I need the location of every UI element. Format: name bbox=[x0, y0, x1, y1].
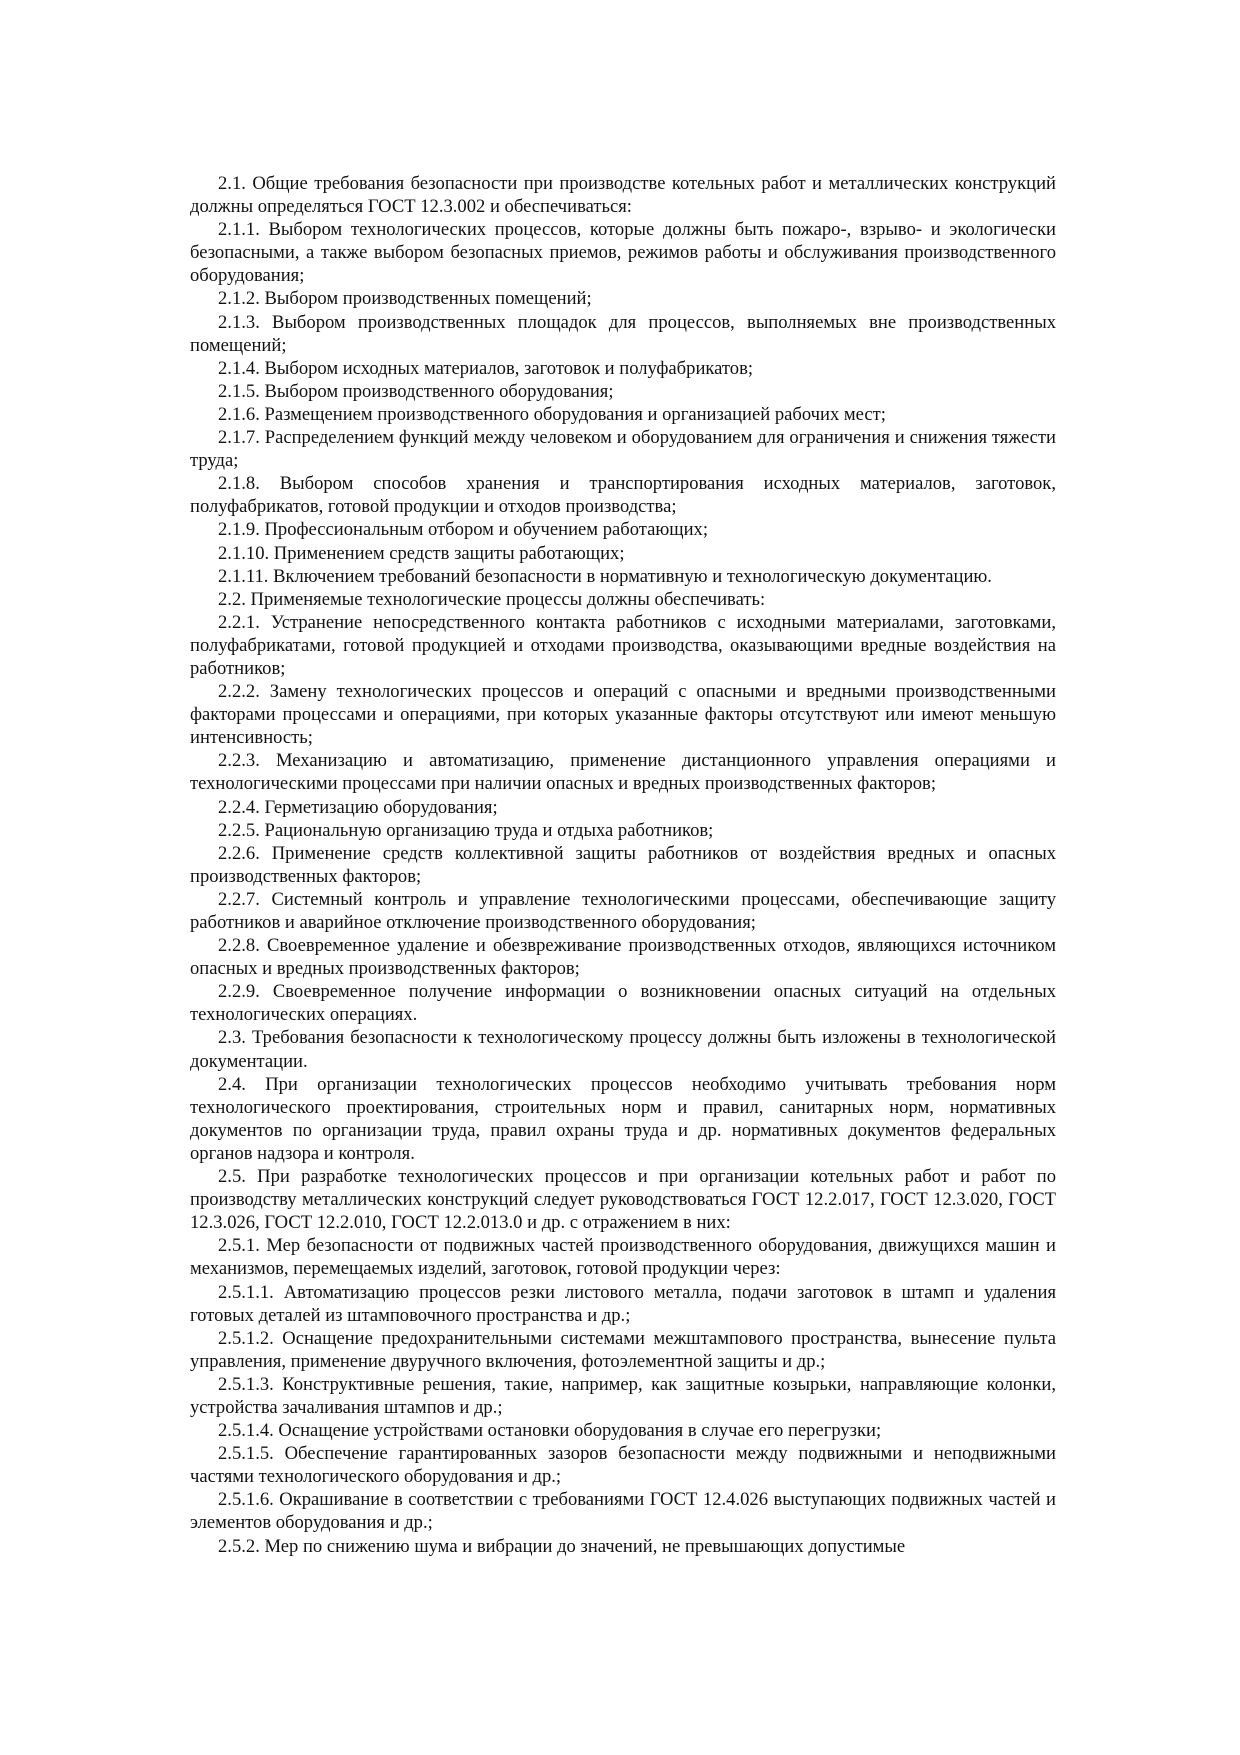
paragraph: 2.2.2. Замену технологических процессов и операций с опасными и вредными производственными факторами процессами и операциями, при которых указанные факторы отсутствуют или имеют меньшую интенсивность; bbox=[190, 681, 1056, 749]
paragraph: 2.5.1. Мер безопасности от подвижных частей производственного оборудования, движущихся машин и механизмов, перемещаемых изделий, заготовок, готовой продукции через: bbox=[190, 1235, 1056, 1280]
paragraph: 2.1.6. Размещением производственного оборудования и организацией рабочих мест; bbox=[218, 403, 886, 425]
paragraph: 2.5. При разработке технологических процессов и при организации котельных работ и работ по производству металлических конструкций следует руководствоваться ГОСТ 12.2.017, ГОСТ 12.3.020, ГОСТ 12.3.026, ГОСТ 12.2.010, ГОСТ 12.2.013.0 и др. с отражением в них: bbox=[190, 1166, 1056, 1234]
paragraph: 2.1.9. Профессиональным отбором и обучением работающих; bbox=[218, 519, 709, 541]
paragraph: 2.1.2. Выбором производственных помещений; bbox=[218, 288, 592, 310]
paragraph: 2.5.1.4. Оснащение устройствами остановки оборудования в случае его перегрузки; bbox=[218, 1420, 882, 1442]
paragraph: 2.1.4. Выбором исходных материалов, заготовок и полуфабрикатов; bbox=[218, 357, 754, 379]
document-body bbox=[190, 172, 1056, 1558]
paragraph: 2.1.10. Применением средств защиты работающих; bbox=[218, 542, 625, 564]
paragraph: 2.4. При организации технологических процессов необходимо учитывать требования норм технологического проектирования, строительных норм и правил, санитарных норм, нормативных документов по организации труда, правил охраны труда и др. нормативных документов федеральных органов надзора и контроля. bbox=[190, 1073, 1056, 1164]
paragraph: 2.2. Применяемые технологические процессы должны обеспечивать: bbox=[218, 588, 766, 610]
paragraph: 2.2.8. Своевременное удаление и обезвреживание производственных отходов, являющихся источником опасных и вредных производственных факторов; bbox=[190, 935, 1056, 980]
paragraph: 2.1.7. Распределением функций между человеком и оборудованием для ограничения и снижения тяжести труда; bbox=[190, 427, 1056, 472]
paragraph: 2.2.5. Рациональную организацию труда и отдыха работников; bbox=[218, 819, 714, 841]
paragraph: 2.5.1.3. Конструктивные решения, такие, например, как защитные козырьки, направляющие колонки, устройства зачаливания штампов и др.; bbox=[190, 1373, 1056, 1418]
paragraph: 2.5.1.1. Автоматизацию процессов резки листового металла, подачи заготовок в штамп и удаления готовых деталей из штамповочного пространства и др.; bbox=[190, 1281, 1056, 1326]
paragraph: 2.2.6. Применение средств коллективной защиты работников от воздействия вредных и опасных производственных факторов; bbox=[190, 842, 1056, 887]
paragraph: 2.1.8. Выбором способов хранения и транспортирования исходных материалов, заготовок, полуфабрикатов, готовой продукции и отходов производства; bbox=[190, 473, 1056, 518]
paragraph: 2.1.5. Выбором производственного оборудования; bbox=[218, 380, 614, 402]
paragraph: 2.1.1. Выбором технологических процессов, которые должны быть пожаро-, взрыво- и экологически безопасными, а также выбором безопасных приемов, режимов работы и обслуживания производственного оборудования; bbox=[190, 219, 1056, 287]
paragraph: 2.2.4. Герметизацию оборудования; bbox=[218, 796, 498, 818]
paragraph: 2.5.1.6. Окрашивание в соответствии с требованиями ГОСТ 12.4.026 выступающих подвижных частей и элементов оборудования и др.; bbox=[190, 1489, 1056, 1534]
paragraph: 2.5.2. Мер по снижению шума и вибрации до значений, не превышающих допустимые bbox=[218, 1535, 906, 1557]
paragraph: 2.2.9. Своевременное получение информации о возникновении опасных ситуаций на отдельных технологических операциях. bbox=[190, 981, 1056, 1026]
paragraph: 2.3. Требования безопасности к технологическому процессу должны быть изложены в технологической документации. bbox=[190, 1027, 1056, 1072]
paragraph: 2.2.7. Системный контроль и управление технологическими процессами, обеспечивающие защиту работников и аварийное отключение производственного оборудования; bbox=[190, 888, 1056, 933]
paragraph: 2.1. Общие требования безопасности при производстве котельных работ и металлических конструкций должны определяться ГОСТ 12.3.002 и обеспечиваться: bbox=[190, 173, 1056, 218]
paragraph: 2.1.3. Выбором производственных площадок для процессов, выполняемых вне производственных помещений; bbox=[190, 311, 1056, 356]
paragraph: 2.2.1. Устранение непосредственного контакта работников с исходными материалами, заготовками, полуфабрикатами, готовой продукцией и отходами производства, оказывающими вредные воздействия на работников; bbox=[190, 611, 1056, 679]
paragraph: 2.5.1.2. Оснащение предохранительными системами межштампового пространства, вынесение пульта управления, применение двуручного включения, фотоэлементной защиты и др.; bbox=[190, 1327, 1056, 1372]
paragraph: 2.2.3. Механизацию и автоматизацию, применение дистанционного управления операциями и технологическими процессами при наличии опасных и вредных производственных факторов; bbox=[190, 750, 1056, 795]
paragraph: 2.5.1.5. Обеспечение гарантированных зазоров безопасности между подвижными и неподвижными частями технологического оборудования и др.; bbox=[190, 1443, 1056, 1488]
paragraph: 2.1.11. Включением требований безопасности в нормативную и технологическую документацию. bbox=[218, 565, 992, 587]
